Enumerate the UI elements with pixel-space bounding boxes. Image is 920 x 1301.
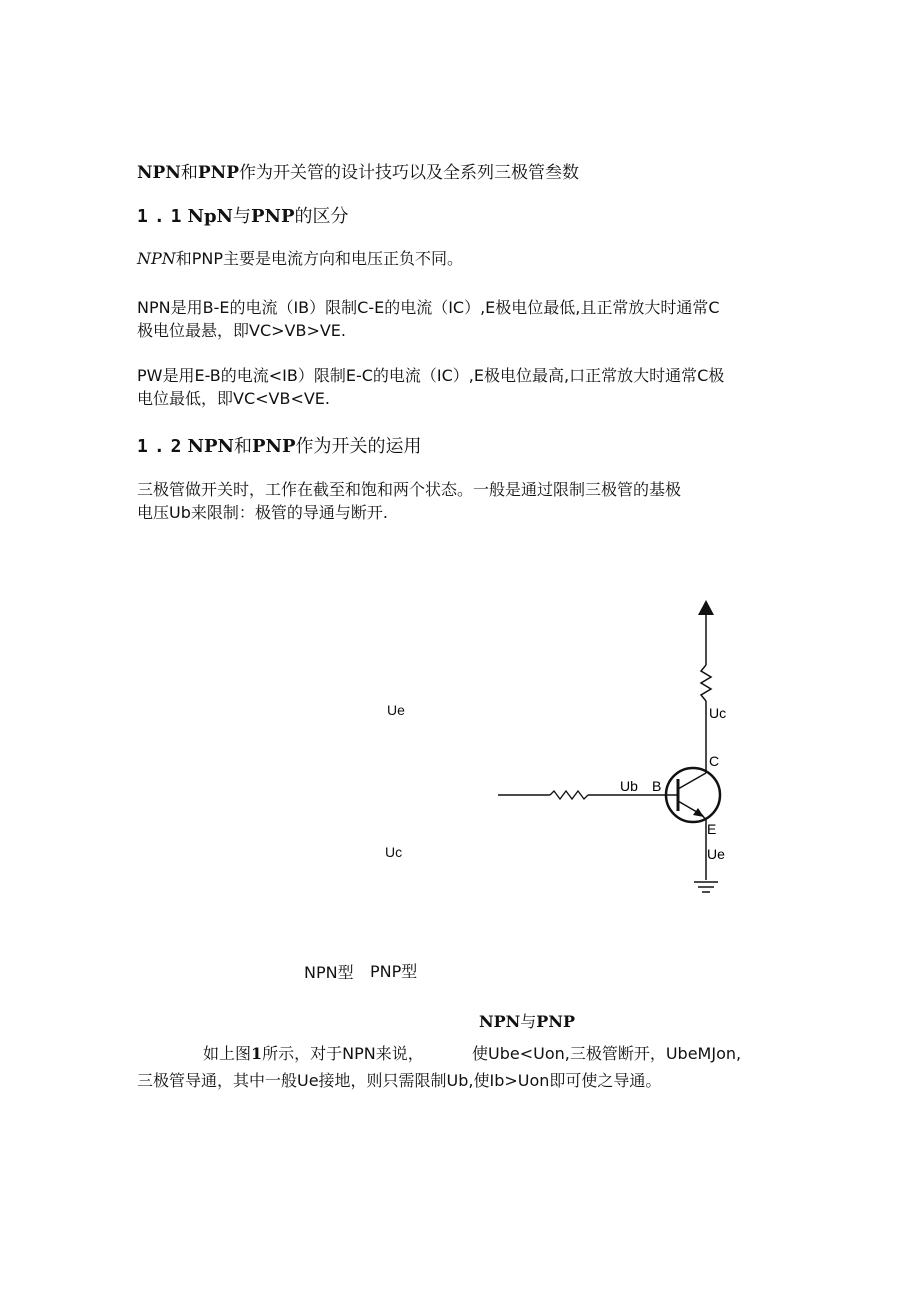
section-number: 1.2 [137, 436, 188, 457]
section-number: 1.1 [137, 206, 188, 227]
paragraph-npn-line2: 极电位最悬，即VC>VB>VE. [137, 321, 346, 340]
paragraph-figure1-line2: 三极管导通，其中一般Ue接地，则只需限制Ub,使Ib>Uon即可使之导通。 [137, 1071, 662, 1090]
figure-label-ue: Ue [387, 702, 405, 718]
base-resistor [550, 791, 588, 799]
paragraph-switch-line2: 电压Ub来限制：极管的导通与断开. [137, 503, 388, 522]
label-npn-type: NPN型 [304, 963, 354, 982]
collector-resistor [701, 665, 711, 701]
label-pnp-type: PNP型 [370, 962, 418, 981]
paragraph-figure1-line1a: 如上图1所示，对于NPN来说， [203, 1044, 424, 1063]
circuit-label-e: E [707, 821, 717, 837]
paragraph-figure1-line1b: 使Ube<Uon,三极管断开，UbeMJon, [472, 1044, 742, 1063]
section-1-2-heading: 1.2NPN和PNP作为开关的运用 [137, 436, 422, 457]
circuit-label-b: B [652, 778, 662, 794]
transistor-collector-lead [678, 773, 706, 789]
paragraph-difference: NPN和PNP主要是电流方向和电压正负不同。 [137, 249, 464, 268]
section-1-1-heading: 1.1NpN与PNP的区分 [137, 206, 349, 227]
paragraph-pnp-line2: 电位最低，即VC<VB<VE. [137, 389, 330, 408]
paragraph-switch-line1: 三极管做开关时，工作在截至和饱和两个状态。一般是通过限制三极管的基极 [137, 480, 682, 499]
paragraph-pnp-line1: PW是用E-B的电流<IB）限制E-C的电流（IC）,E极电位最高,口正常放大时通常C极 [137, 366, 725, 385]
figure-label-uc: Uc [385, 844, 403, 860]
circuit-label-ub: Ub [620, 778, 638, 794]
circuit-label-ue: Ue [707, 846, 725, 862]
npn-circuit-diagram [490, 595, 740, 910]
circuit-label-c: C [709, 753, 720, 769]
supply-arrow-icon [698, 600, 714, 615]
circuit-label-uc: Uc [709, 705, 727, 721]
paragraph-npn-line1: NPN是用B-E的电流（IB）限制C-E的电流（IC）,E极电位最低,且正常放大时通常C [137, 298, 720, 317]
document-title: NPN和PNP作为开关管的设计技巧以及全系列三极管叁数 [137, 163, 579, 183]
figure-caption: NPN与PNP [479, 1012, 575, 1031]
